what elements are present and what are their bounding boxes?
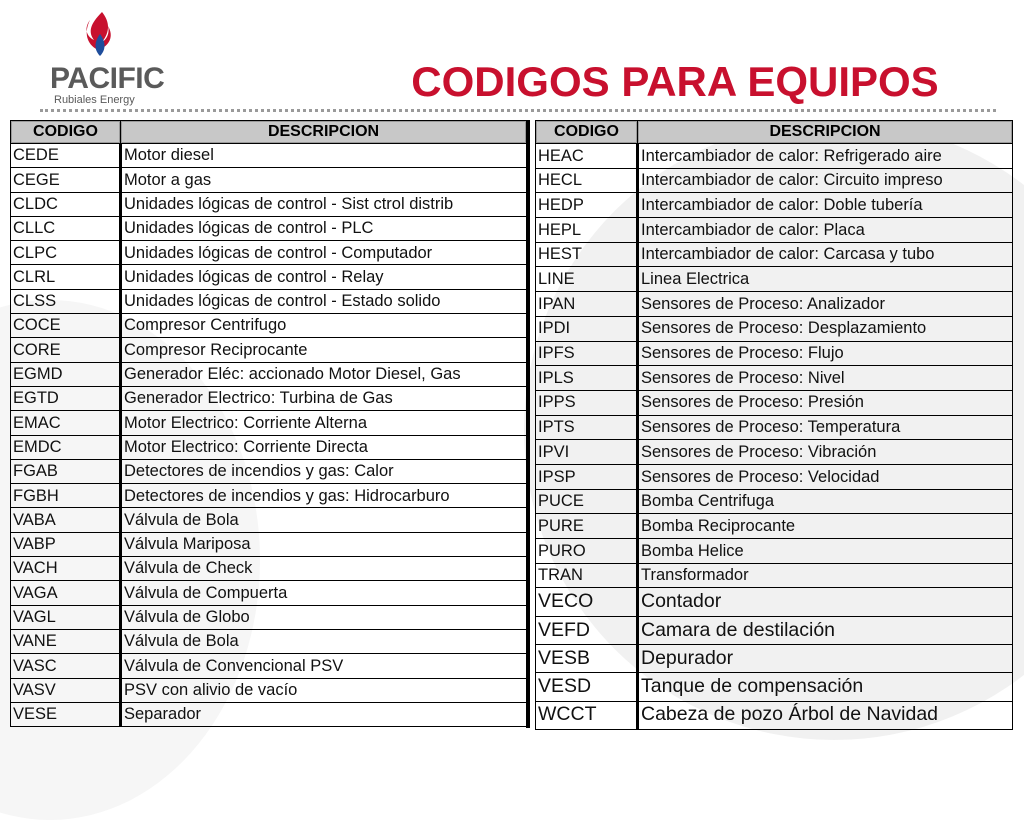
- equipment-code: COCE: [11, 314, 121, 338]
- equipment-code: CLLC: [11, 216, 121, 240]
- equipment-code: EGTD: [11, 386, 121, 410]
- table-row: [11, 168, 527, 192]
- table-row: [11, 654, 527, 678]
- equipment-description: Sensores de Proceso: Vibración: [638, 440, 1013, 465]
- equipment-code: WCCT: [536, 701, 638, 729]
- equipment-description: Válvula Mariposa: [121, 532, 527, 556]
- equipment-description: Camara de destilación: [638, 616, 1013, 644]
- equipment-description: Linea Electrica: [638, 267, 1013, 292]
- equipment-code: CLSS: [11, 289, 121, 313]
- table-row: [11, 144, 527, 168]
- equipment-code: HEDP: [536, 193, 638, 218]
- equipment-description: Motor Electrico: Corriente Directa: [121, 435, 527, 459]
- table-row: [536, 514, 1013, 539]
- table-row: [536, 644, 1013, 672]
- equipment-description: Intercambiador de calor: Refrigerado aire: [638, 144, 1013, 169]
- equipment-description: Cabeza de pozo Árbol de Navidad: [638, 701, 1013, 729]
- table-row: [11, 581, 527, 605]
- equipment-code: VESD: [536, 673, 638, 701]
- right-codes-table: [535, 120, 1013, 730]
- flame-drop-icon: [80, 10, 120, 60]
- equipment-code: VANE: [11, 629, 121, 653]
- equipment-description: Unidades lógicas de control - Sist ctrol distrib: [121, 192, 527, 216]
- table-row: [11, 484, 527, 508]
- table-row: [536, 489, 1013, 514]
- equipment-code: VABP: [11, 532, 121, 556]
- table-row: [11, 216, 527, 240]
- equipment-code: VASV: [11, 678, 121, 702]
- equipment-code: EGMD: [11, 362, 121, 386]
- table-row: [536, 292, 1013, 317]
- equipment-description: Sensores de Proceso: Temperatura: [638, 415, 1013, 440]
- equipment-code: IPLS: [536, 366, 638, 391]
- equipment-description: Válvula de Bola: [121, 629, 527, 653]
- equipment-description: Transformador: [638, 563, 1013, 588]
- equipment-code: TRAN: [536, 563, 638, 588]
- equipment-code: CLDC: [11, 192, 121, 216]
- equipment-description: Compresor Reciprocante: [121, 338, 527, 362]
- table-separator: [526, 120, 530, 728]
- equipment-description: Válvula de Check: [121, 557, 527, 581]
- table-row: [11, 289, 527, 313]
- table-row: [536, 316, 1013, 341]
- table-row: [11, 532, 527, 556]
- table-row: [536, 701, 1013, 729]
- equipment-code: IPTS: [536, 415, 638, 440]
- table-row: [536, 415, 1013, 440]
- equipment-description: Depurador: [638, 644, 1013, 672]
- table-row: [536, 539, 1013, 564]
- equipment-code: FGAB: [11, 459, 121, 483]
- equipment-code: PURO: [536, 539, 638, 564]
- table-row: [11, 411, 527, 435]
- table-row: [11, 557, 527, 581]
- equipment-description: Intercambiador de calor: Circuito impreso: [638, 168, 1013, 193]
- equipment-code: IPFS: [536, 341, 638, 366]
- equipment-description: Válvula de Convencional PSV: [121, 654, 527, 678]
- equipment-description: Sensores de Proceso: Velocidad: [638, 464, 1013, 489]
- equipment-description: Tanque de compensación: [638, 673, 1013, 701]
- equipment-code: VABA: [11, 508, 121, 532]
- table-row: [536, 218, 1013, 243]
- equipment-description: Intercambiador de calor: Placa: [638, 218, 1013, 243]
- equipment-description: Unidades lógicas de control - PLC: [121, 216, 527, 240]
- table-row: [11, 265, 527, 289]
- table-row: [11, 241, 527, 265]
- equipment-description: Sensores de Proceso: Desplazamiento: [638, 316, 1013, 341]
- table-row: [11, 508, 527, 532]
- equipment-description: Motor a gas: [121, 168, 527, 192]
- table-row: [536, 242, 1013, 267]
- left-header-code: CODIGO: [11, 121, 121, 144]
- equipment-description: Unidades lógicas de control - Computador: [121, 241, 527, 265]
- table-row: [11, 702, 527, 726]
- equipment-code: CORE: [11, 338, 121, 362]
- company-logo: [42, 10, 165, 106]
- equipment-code: HEAC: [536, 144, 638, 169]
- page-title: CODIGOS PARA EQUIPOS: [411, 58, 939, 105]
- equipment-code: HECL: [536, 168, 638, 193]
- table-row: [536, 390, 1013, 415]
- equipment-description: Sensores de Proceso: Flujo: [638, 341, 1013, 366]
- table-row: [11, 459, 527, 483]
- left-codes-table: [10, 120, 527, 727]
- equipment-description: Motor diesel: [121, 144, 527, 168]
- table-row: [11, 338, 527, 362]
- equipment-description: Unidades lógicas de control - Relay: [121, 265, 527, 289]
- table-row: [536, 341, 1013, 366]
- logo-name: PACIFIC: [50, 62, 165, 95]
- equipment-description: Sensores de Proceso: Analizador: [638, 292, 1013, 317]
- equipment-description: Intercambiador de calor: Carcasa y tubo: [638, 242, 1013, 267]
- table-row: [536, 588, 1013, 616]
- table-row: [536, 673, 1013, 701]
- equipment-description: Válvula de Bola: [121, 508, 527, 532]
- equipment-code: IPPS: [536, 390, 638, 415]
- equipment-description: PSV con alivio de vacío: [121, 678, 527, 702]
- equipment-description: Bomba Centrifuga: [638, 489, 1013, 514]
- equipment-code: VECO: [536, 588, 638, 616]
- equipment-code: IPAN: [536, 292, 638, 317]
- equipment-code: PUCE: [536, 489, 638, 514]
- equipment-description: Compresor Centrifugo: [121, 314, 527, 338]
- equipment-code: CLRL: [11, 265, 121, 289]
- equipment-code: FGBH: [11, 484, 121, 508]
- equipment-description: Generador Electrico: Turbina de Gas: [121, 386, 527, 410]
- equipment-description: Sensores de Proceso: Presión: [638, 390, 1013, 415]
- equipment-code: VESE: [11, 702, 121, 726]
- table-row: [536, 267, 1013, 292]
- right-header-description: DESCRIPCION: [638, 121, 1013, 144]
- left-header-description: DESCRIPCION: [121, 121, 527, 144]
- right-header-code: CODIGO: [536, 121, 638, 144]
- equipment-code: HEST: [536, 242, 638, 267]
- equipment-description: Válvula de Globo: [121, 605, 527, 629]
- table-row: [536, 193, 1013, 218]
- equipment-code: VACH: [11, 557, 121, 581]
- equipment-code: VAGL: [11, 605, 121, 629]
- equipment-description: Contador: [638, 588, 1013, 616]
- equipment-description: Intercambiador de calor: Doble tubería: [638, 193, 1013, 218]
- table-row: [11, 435, 527, 459]
- table-row: [11, 192, 527, 216]
- table-row: [536, 168, 1013, 193]
- equipment-code: LINE: [536, 267, 638, 292]
- equipment-code: VEFD: [536, 616, 638, 644]
- equipment-code: HEPL: [536, 218, 638, 243]
- equipment-code: EMAC: [11, 411, 121, 435]
- table-row: [536, 366, 1013, 391]
- table-row: [11, 314, 527, 338]
- table-row: [11, 362, 527, 386]
- table-row: [536, 616, 1013, 644]
- equipment-description: Unidades lógicas de control - Estado solido: [121, 289, 527, 313]
- equipment-description: Sensores de Proceso: Nivel: [638, 366, 1013, 391]
- equipment-code: IPDI: [536, 316, 638, 341]
- equipment-code: VAGA: [11, 581, 121, 605]
- table-row: [536, 440, 1013, 465]
- equipment-description: Motor Electrico: Corriente Alterna: [121, 411, 527, 435]
- equipment-code: EMDC: [11, 435, 121, 459]
- equipment-description: Detectores de incendios y gas: Calor: [121, 459, 527, 483]
- table-row: [536, 144, 1013, 169]
- table-row: [11, 605, 527, 629]
- equipment-code: VESB: [536, 644, 638, 672]
- table-row: [536, 464, 1013, 489]
- title-divider: [40, 109, 996, 112]
- equipment-description: Bomba Helice: [638, 539, 1013, 564]
- equipment-description: Separador: [121, 702, 527, 726]
- equipment-code: IPSP: [536, 464, 638, 489]
- equipment-code: CEGE: [11, 168, 121, 192]
- table-row: [11, 386, 527, 410]
- equipment-code: VASC: [11, 654, 121, 678]
- table-row: [536, 563, 1013, 588]
- logo-tagline: Rubiales Energy: [54, 94, 135, 106]
- table-row: [11, 629, 527, 653]
- equipment-description: Generador Eléc: accionado Motor Diesel, Gas: [121, 362, 527, 386]
- equipment-code: IPVI: [536, 440, 638, 465]
- equipment-code: CLPC: [11, 241, 121, 265]
- equipment-code: CEDE: [11, 144, 121, 168]
- equipment-description: Bomba Reciprocante: [638, 514, 1013, 539]
- equipment-description: Válvula de Compuerta: [121, 581, 527, 605]
- table-row: [11, 678, 527, 702]
- equipment-code: PURE: [536, 514, 638, 539]
- equipment-description: Detectores de incendios y gas: Hidrocarburo: [121, 484, 527, 508]
